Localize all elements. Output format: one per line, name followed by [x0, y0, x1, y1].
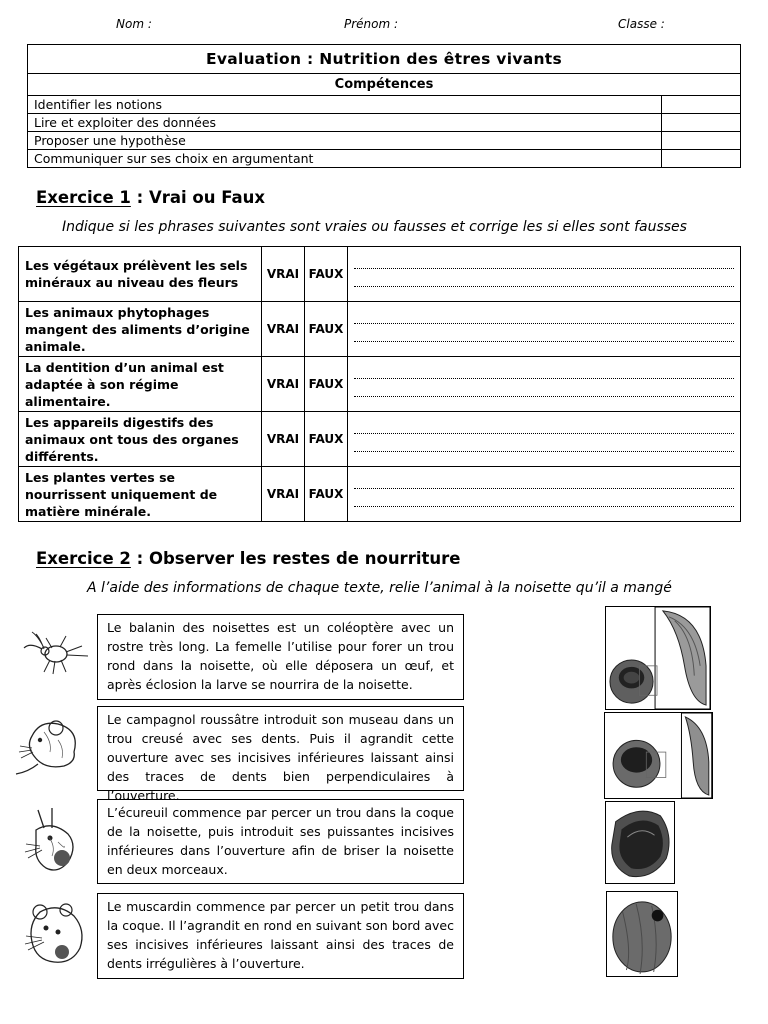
- exercice2-instruction: A l’aide des informations de chaque texte, relie l’animal à la noisette qu’il a mangé: [87, 580, 672, 596]
- exercice2-title: : Observer les restes de nourriture: [136, 549, 461, 568]
- competence-score-cell[interactable]: [662, 132, 741, 150]
- answer-line: [354, 276, 734, 287]
- faux-option[interactable]: FAUX: [305, 412, 348, 467]
- competence-row: [28, 96, 741, 114]
- exercice1-number: Exercice 1: [36, 188, 131, 207]
- statement: Les plantes vertes se nourrissent uniquement de matière minérale.: [19, 467, 262, 522]
- answer-line: [354, 423, 734, 434]
- exercice1-heading: [36, 188, 265, 207]
- answer-line: [354, 496, 734, 507]
- nut-image-1[interactable]: [605, 606, 711, 710]
- statement: La dentition d’un animal est adaptée à son régime alimentaire.: [19, 357, 262, 412]
- exercice2-number: Exercice 2: [36, 549, 131, 568]
- competence-score-cell[interactable]: [662, 114, 741, 132]
- vrai-option[interactable]: VRAI: [262, 412, 305, 467]
- faux-option[interactable]: FAUX: [305, 357, 348, 412]
- dormouse-illustration[interactable]: [18, 898, 92, 972]
- evaluation-title: Evaluation : Nutrition des êtres vivants: [28, 45, 741, 74]
- competence-score-cell[interactable]: [662, 96, 741, 114]
- correction-area[interactable]: [348, 467, 741, 522]
- competence-row: [28, 114, 741, 132]
- answer-line: [354, 313, 734, 324]
- correction-area[interactable]: [348, 247, 741, 302]
- nut-image-3[interactable]: [605, 801, 675, 884]
- statement: Les animaux phytophages mangent des aliments d’origine animale.: [19, 302, 262, 357]
- vrai-option[interactable]: VRAI: [262, 302, 305, 357]
- vrai-faux-row: [19, 467, 741, 522]
- vrai-faux-row: [19, 357, 741, 412]
- vrai-option[interactable]: VRAI: [262, 467, 305, 522]
- faux-option[interactable]: FAUX: [305, 302, 348, 357]
- correction-area[interactable]: [348, 412, 741, 467]
- answer-line: [354, 368, 734, 379]
- competences-header: Compétences: [28, 74, 741, 96]
- competence-label: Identifier les notions: [28, 96, 662, 114]
- nut-image-2[interactable]: [604, 712, 713, 799]
- faux-option[interactable]: FAUX: [305, 467, 348, 522]
- exercice1-title: : Vrai ou Faux: [136, 188, 266, 207]
- answer-line: [354, 258, 734, 269]
- correction-area[interactable]: [348, 357, 741, 412]
- nom-label: Nom :: [116, 17, 152, 31]
- nut-image-4[interactable]: [606, 891, 678, 977]
- statement: Les appareils digestifs des animaux ont tous des organes différents.: [19, 412, 262, 467]
- answer-line: [354, 331, 734, 342]
- competence-label: Communiquer sur ses choix en argumentant: [28, 150, 662, 168]
- correction-area[interactable]: [348, 302, 741, 357]
- exercice2-heading: [36, 549, 460, 568]
- answer-line: [354, 386, 734, 397]
- answer-line: [354, 478, 734, 489]
- competence-label: Proposer une hypothèse: [28, 132, 662, 150]
- competence-row: [28, 132, 741, 150]
- prenom-label: Prénom :: [344, 17, 399, 31]
- vrai-faux-row: [19, 302, 741, 357]
- text-box-campagnol: Le campagnol roussâtre introduit son museau dans un trou creusé avec ses dents. Puis il agrandit cette ouverture avec ses incisives inférieures laissant ainsi des traces de dents bien perpendiculaires à l’ouverture.: [97, 706, 464, 791]
- vrai-faux-row: [19, 247, 741, 302]
- vrai-option[interactable]: VRAI: [262, 247, 305, 302]
- competence-score-cell[interactable]: [662, 150, 741, 168]
- vrai-faux-table: [18, 246, 741, 522]
- squirrel-illustration[interactable]: [22, 806, 88, 878]
- vrai-option[interactable]: VRAI: [262, 357, 305, 412]
- answer-line: [354, 441, 734, 452]
- competences-table: [27, 44, 741, 168]
- text-box-muscardin: Le muscardin commence par percer un petit trou dans la coque. Il l’agrandit en rond en suivant son bord avec ses incisives inférieures laissant ainsi des traces de dents irrégulières à l’ouverture.: [97, 893, 464, 979]
- text-box-ecureuil: L’écureuil commence par percer un trou dans la coque de la noisette, puis introduit ses puissantes incisives inférieures dans l’ouverture afin de briser la noisette en deux morceaux.: [97, 799, 464, 884]
- exercice1-instruction: Indique si les phrases suivantes sont vraies ou fausses et corrige les si elles sont fausses: [62, 219, 687, 235]
- competence-row: [28, 150, 741, 168]
- vrai-faux-row: [19, 412, 741, 467]
- vole-illustration[interactable]: [14, 712, 96, 782]
- statement: Les végétaux prélèvent les sels minéraux au niveau des fleurs: [19, 247, 262, 302]
- competence-label: Lire et exploiter des données: [28, 114, 662, 132]
- text-box-balanin: Le balanin des noisettes est un coléoptère avec un rostre très long. La femelle l’utilise pour forer un trou rond dans la noisette, où elle déposera un œuf, et après éclosion la larve se nourrira de la noisette.: [97, 614, 464, 700]
- classe-label: Classe :: [618, 17, 665, 31]
- faux-option[interactable]: FAUX: [305, 247, 348, 302]
- weevil-illustration[interactable]: [22, 628, 94, 678]
